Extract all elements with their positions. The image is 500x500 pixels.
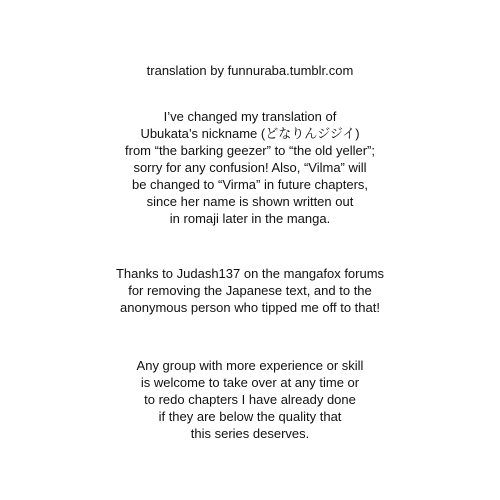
translation-credit: translation by funnuraba.tumblr.com	[146, 63, 354, 78]
group-takeover-paragraph: Any group with more experience or skill is welcome to take over at any time or to redo chapters I have already done if they are below the quality that this series deserves.	[136, 358, 364, 441]
thanks-paragraph: Thanks to Judash137 on the mangafox forums for removing the Japanese text, and to the anonymous person who tipped me off to that!	[115, 266, 385, 315]
translation-change-note: I’ve changed my translation of Ubukata’s nickname (どなりんジジイ) from “the barking geezer” to “the old yeller”; sorry for any confusion! Also, “Vilma” will be changed to “Virma” in future chapters, since her name is shown written out in romaji later in the manga.	[125, 109, 375, 226]
